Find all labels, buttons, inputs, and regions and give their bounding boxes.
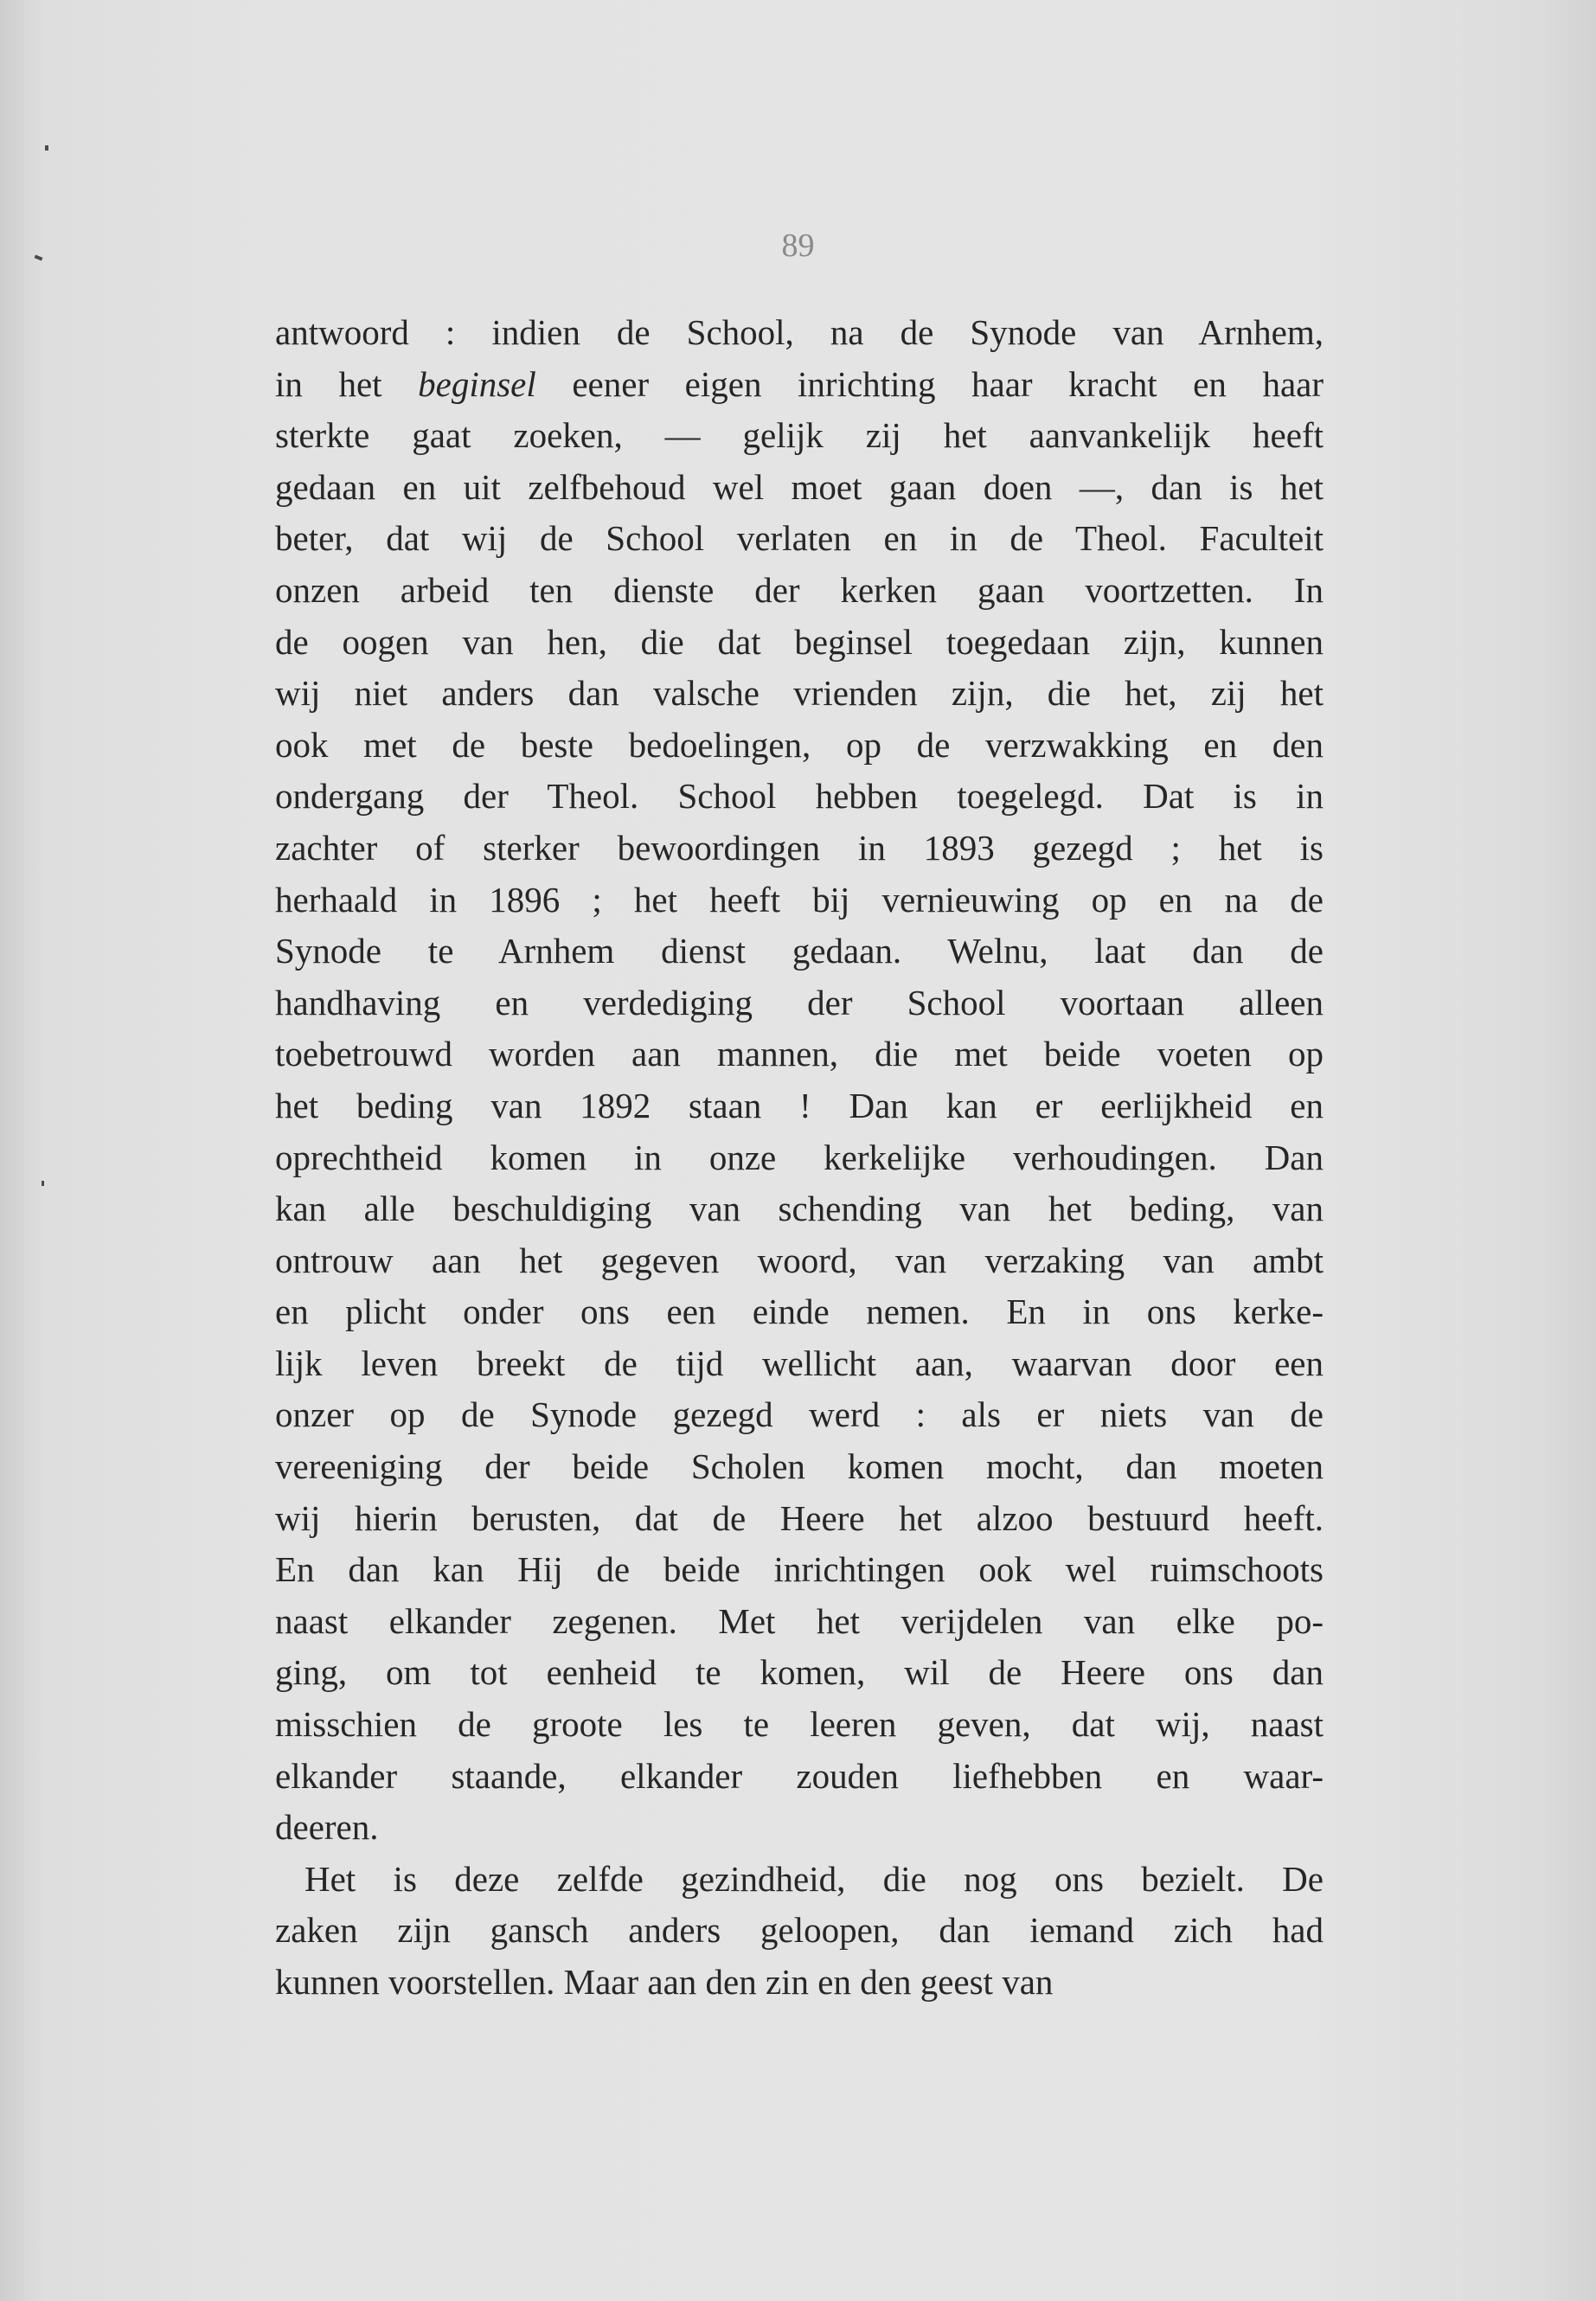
text-line <box>275 617 1324 669</box>
text-line <box>275 1080 1324 1132</box>
text-run: het beding van 1892 staan ! Dan kan er eerlijkheid en <box>275 1085 1324 1125</box>
text-line <box>275 1441 1324 1493</box>
text-line <box>275 1854 1324 1906</box>
text-line <box>275 1957 1324 2009</box>
text-run: naast elkander zegenen. Met het verijdelen van elke po- <box>275 1600 1324 1641</box>
text-line <box>275 1132 1324 1184</box>
text-line <box>275 1029 1324 1080</box>
text-line <box>275 875 1324 926</box>
text-run: En dan kan Hij de beide inrichtingen ook wel ruimschoots <box>275 1549 1324 1590</box>
text-run: Synode te Arnhem dienst gedaan. Welnu, laat dan de <box>275 931 1324 971</box>
text-run: toebetrouwd worden aan mannen, die met beide voeten op <box>275 1034 1324 1074</box>
text-line <box>275 1544 1324 1596</box>
text-run: sterkte gaat zoeken, — gelijk zij het aanvankelijk heeft <box>275 415 1324 456</box>
text-line <box>275 823 1324 875</box>
text-run: zachter of sterker bewoordingen in 1893 gezegd ; het is <box>275 827 1324 868</box>
text-run: vereeniging der beide Scholen komen mocht, dan moeten <box>275 1446 1324 1487</box>
text-line <box>275 462 1324 514</box>
text-run: wij niet anders dan valsche vrienden zijn, die het, zij het <box>275 673 1324 714</box>
text-run: in het <box>275 363 419 404</box>
text-run: kan alle beschuldiging van schending van het beding, van <box>275 1189 1324 1229</box>
text-line <box>275 1905 1324 1957</box>
text-line <box>275 668 1324 720</box>
text-line <box>275 1596 1324 1648</box>
text-run: handhaving en verdediging der School voortaan alleen <box>275 982 1324 1022</box>
text-run: antwoord : indien de School, na de Synode van Arnhem, <box>275 312 1324 352</box>
body-text <box>275 307 1324 2009</box>
text-run: lijk leven breekt de tijd wellicht aan, waarvan door een <box>275 1343 1324 1383</box>
text-run: Het is deze zelfde gezindheid, die nog ons bezielt. De <box>304 1858 1324 1899</box>
paragraph <box>275 307 1324 1854</box>
text-line <box>275 1338 1324 1390</box>
text-run: de oogen van hen, die dat beginsel toegedaan zijn, kunnen <box>275 621 1324 662</box>
text-run: beter, dat wij de School verlaten en in de Theol. Faculteit <box>275 518 1324 559</box>
text-line <box>275 1286 1324 1338</box>
text-line <box>275 771 1324 823</box>
text-run: en plicht onder ons een einde nemen. En in ons kerke- <box>275 1292 1324 1332</box>
text-line <box>275 1802 1324 1854</box>
text-line <box>275 1235 1324 1287</box>
text-run: onzen arbeid ten dienste der kerken gaan voortzetten. In <box>275 569 1324 610</box>
text-line <box>275 1647 1324 1699</box>
emphasized-word: beginsel <box>418 363 536 404</box>
text-line <box>275 307 1324 359</box>
text-run: deeren. <box>275 1807 379 1848</box>
text-line <box>275 1751 1324 1803</box>
text-line <box>275 1493 1324 1545</box>
text-run: ondergang der Theol. School hebben toegelegd. Dat is in <box>275 776 1324 817</box>
text-line <box>275 977 1324 1029</box>
text-line <box>275 1389 1324 1441</box>
text-run: kunnen voorstellen. Maar aan den zin en den geest van <box>275 1962 1054 2002</box>
text-run: misschien de groote les te leeren geven, dat wij, naast <box>275 1704 1324 1745</box>
text-run: oprechtheid komen in onze kerkelijke verhoudingen. Dan <box>275 1137 1324 1177</box>
text-line <box>275 565 1324 617</box>
text-run: zaken zijn gansch anders geloopen, dan iemand zich had <box>275 1910 1324 1951</box>
text-run: ontrouw aan het gegeven woord, van verzaking van ambt <box>275 1240 1324 1280</box>
page-number: 89 <box>781 228 815 264</box>
text-line <box>275 720 1324 772</box>
text-run: onzer op de Synode gezegd werd : als er niets van de <box>275 1394 1324 1435</box>
text-line <box>275 359 1324 411</box>
text-run: ook met de beste bedoelingen, op de verzwakking en den <box>275 724 1324 765</box>
text-run: elkander staande, elkander zouden liefhebben en waar- <box>275 1755 1324 1796</box>
paragraph <box>275 1854 1324 2009</box>
text-run: gedaan en uit zelfbehoud wel moet gaan doen —, dan is het <box>275 466 1324 507</box>
text-run: herhaald in 1896 ; het heeft bij vernieuwing op en na de <box>275 879 1324 920</box>
text-run: wij hierin berusten, dat de Heere het alzoo bestuurd heeft. <box>275 1497 1324 1538</box>
text-line <box>275 410 1324 462</box>
text-run: eener eigen inrichting haar kracht en haar <box>535 363 1324 404</box>
text-line <box>275 1699 1324 1751</box>
text-run: ging, om tot eenheid te komen, wil de Heere ons dan <box>275 1652 1324 1693</box>
text-line <box>275 513 1324 565</box>
text-line <box>275 926 1324 977</box>
text-line <box>275 1183 1324 1235</box>
